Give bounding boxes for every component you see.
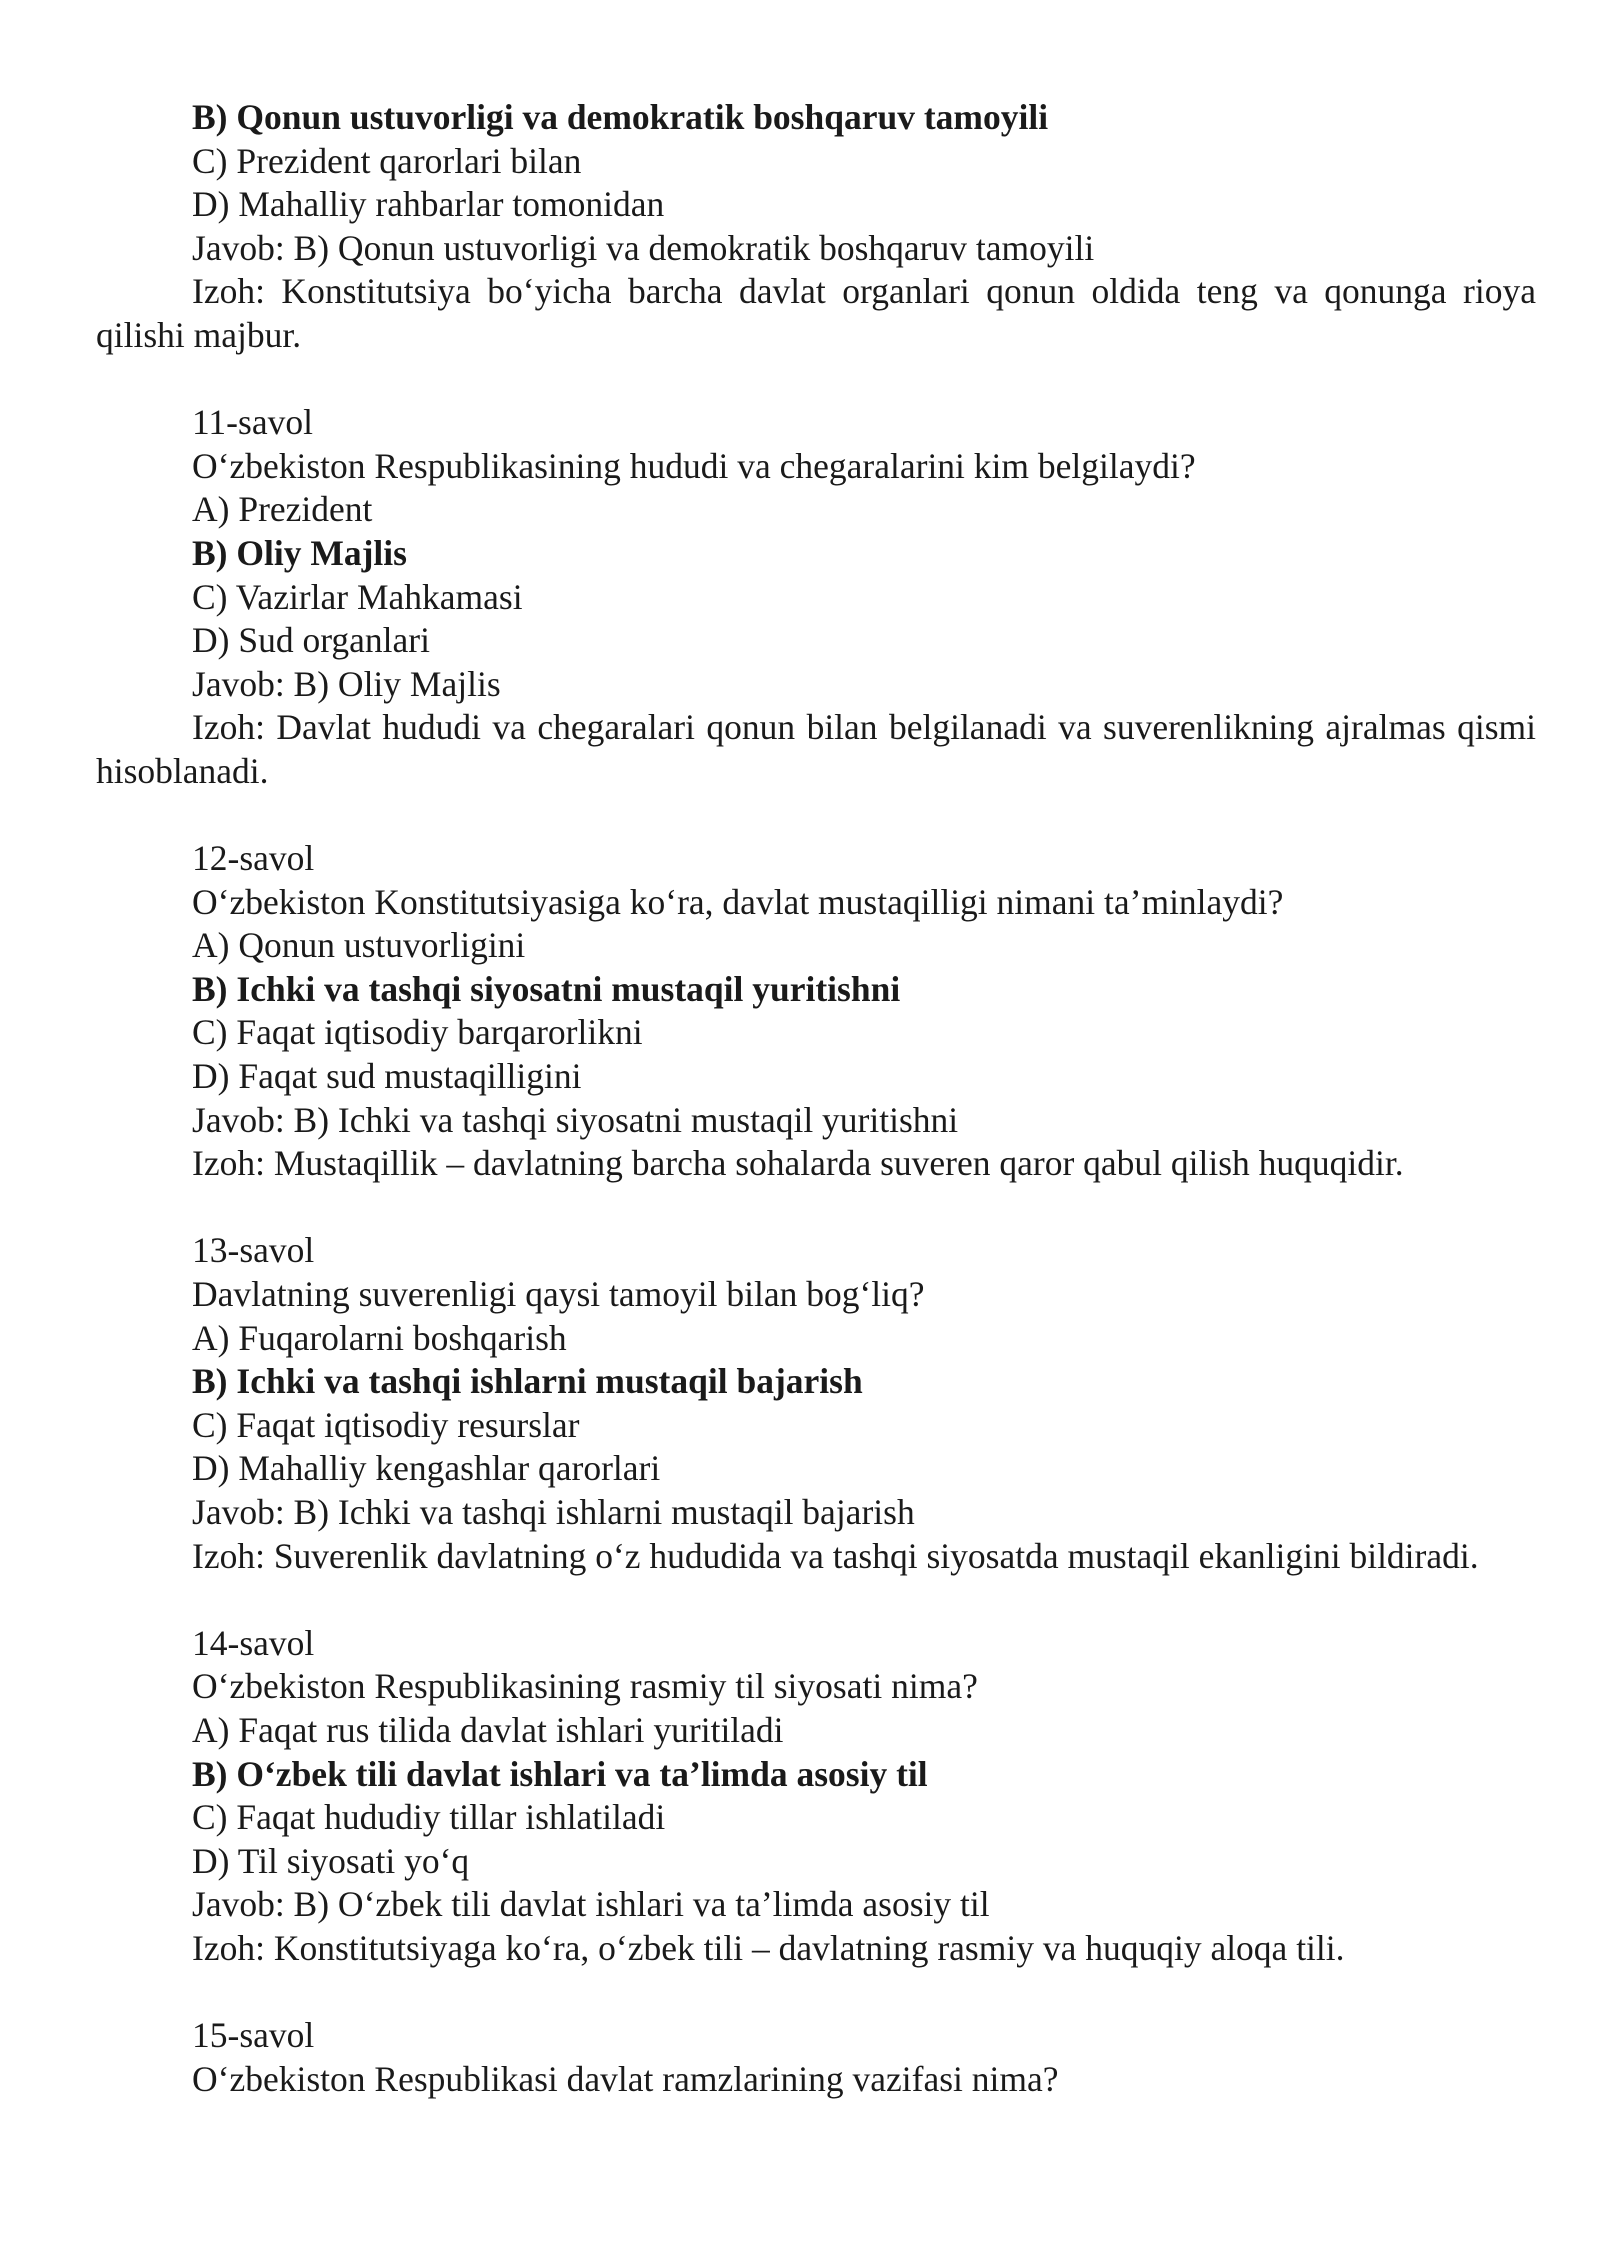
option-a: A) Fuqarolarni boshqarish xyxy=(192,1317,567,1358)
explanation: Izoh: Suverenlik davlatning o‘z hududida va tashqi siyosatda mustaqil ekanligini bildiradi. xyxy=(192,1535,1479,1576)
option-d: D) Mahalliy rahbarlar tomonidan xyxy=(192,184,665,225)
question-block-12 xyxy=(96,837,1536,1186)
correct-option: B) Ichki va tashqi ishlarni mustaqil bajarish xyxy=(192,1361,863,1402)
spacer xyxy=(96,1186,1536,1230)
spacer xyxy=(96,1578,1536,1622)
explanation: Izoh: Konstitutsiya bo‘yicha barcha davlat organlari qonun oldida teng va qonunga rioya qilishi majbur. xyxy=(96,271,1536,355)
answer-line: Javob: B) Ichki va tashqi siyosatni mustaqil yuritishni xyxy=(192,1099,959,1140)
option-d: D) Faqat sud mustaqilligini xyxy=(192,1056,582,1097)
answer-line: Javob: B) Ichki va tashqi ishlarni mustaqil bajarish xyxy=(192,1492,915,1532)
answer-line: Javob: B) O‘zbek tili davlat ishlari va ta’limda asosiy til xyxy=(192,1884,990,1925)
question-block-15 xyxy=(96,2014,1536,2101)
option-c: C) Vazirlar Mahkamasi xyxy=(192,576,523,617)
document-page xyxy=(96,96,1536,2101)
question-number: 14-savol xyxy=(192,1622,315,1663)
question-number: 15-savol xyxy=(192,2015,315,2056)
option-c: C) Prezident qarorlari bilan xyxy=(192,140,582,181)
option-c: C) Faqat iqtisodiy resurslar xyxy=(192,1404,580,1445)
question-block-10-tail xyxy=(96,96,1536,358)
spacer xyxy=(96,794,1536,838)
question-number: 12-savol xyxy=(192,838,315,879)
question-block-13 xyxy=(96,1229,1536,1578)
spacer xyxy=(96,358,1536,402)
question-text: O‘zbekiston Respublikasining rasmiy til siyosati nima? xyxy=(192,1666,978,1707)
answer-line: Javob: B) Oliy Majlis xyxy=(192,663,501,704)
question-text: Davlatning suverenligi qaysi tamoyil bilan bog‘liq? xyxy=(192,1274,925,1315)
option-a: A) Faqat rus tilida davlat ishlari yuritiladi xyxy=(192,1709,784,1750)
option-a: A) Qonun ustuvorligini xyxy=(192,925,526,966)
correct-option: B) O‘zbek tili davlat ishlari va ta’limda asosiy til xyxy=(192,1753,928,1794)
option-c: C) Faqat hududiy tillar ishlatiladi xyxy=(192,1797,666,1838)
spacer xyxy=(96,1971,1536,2015)
correct-option: B) Qonun ustuvorligi va demokratik boshqaruv tamoyili xyxy=(192,97,1049,137)
option-d: D) Mahalliy kengashlar qarorlari xyxy=(192,1448,661,1489)
question-text: O‘zbekiston Respublikasi davlat ramzlarining vazifasi nima? xyxy=(192,2058,1059,2099)
option-a: A) Prezident xyxy=(192,489,373,530)
question-number: 11-savol xyxy=(192,402,313,443)
correct-option: B) Ichki va tashqi siyosatni mustaqil yuritishni xyxy=(192,968,901,1009)
option-d: D) Til siyosati yo‘q xyxy=(192,1840,470,1881)
question-number: 13-savol xyxy=(192,1230,315,1271)
explanation: Izoh: Konstitutsiyaga ko‘ra, o‘zbek tili – davlatning rasmiy va huquqiy aloqa tili. xyxy=(192,1927,1345,1968)
question-text: O‘zbekiston Respublikasining hududi va chegaralarini kim belgilaydi? xyxy=(192,445,1196,486)
question-block-14 xyxy=(96,1622,1536,1971)
question-text: O‘zbekiston Konstitutsiyasiga ko‘ra, davlat mustaqilligi nimani ta’minlaydi? xyxy=(192,881,1284,922)
option-c: C) Faqat iqtisodiy barqarorlikni xyxy=(192,1012,643,1053)
explanation: Izoh: Davlat hududi va chegaralari qonun bilan belgilanadi va suverenlikning ajralmas qismi hisoblanadi. xyxy=(96,707,1536,791)
explanation: Izoh: Mustaqillik – davlatning barcha sohalarda suveren qaror qabul qilish huquqidir. xyxy=(192,1143,1404,1184)
option-d: D) Sud organlari xyxy=(192,620,430,661)
question-block-11 xyxy=(96,401,1536,793)
correct-option: B) Oliy Majlis xyxy=(192,532,407,573)
answer-line: Javob: B) Qonun ustuvorligi va demokratik boshqaruv tamoyili xyxy=(192,227,1095,268)
